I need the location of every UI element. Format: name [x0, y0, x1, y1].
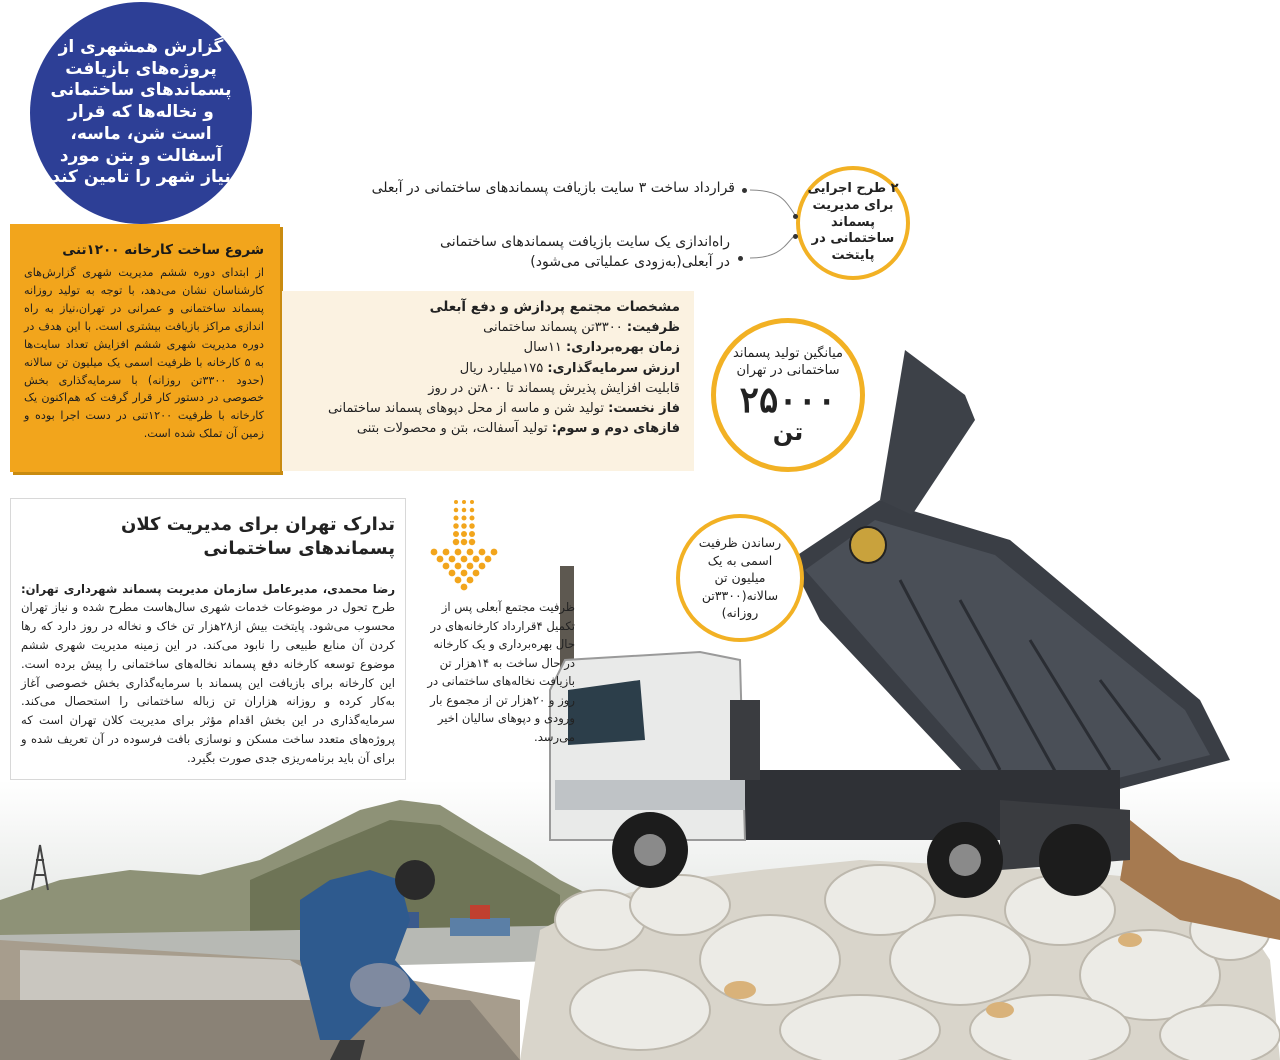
arrow-dot: [462, 516, 467, 521]
arrow-dot: [449, 570, 456, 577]
capacity-circle: [676, 514, 804, 642]
arrow-dot: [469, 523, 475, 529]
plans-connector: [740, 180, 810, 270]
article-body: [21, 580, 395, 768]
arrow-dot: [470, 500, 474, 504]
arrow-dot: [470, 516, 475, 521]
arrow-dot: [453, 531, 459, 537]
arrow-dot: [455, 577, 462, 584]
article-lead: رضا محمدی، مدیرعامل سازمان مدیریت پسماند شهرداری تهران:: [21, 581, 395, 596]
plan-item-1: قرارداد ساخت ۳ سایت بازیافت پسماندهای ساختمانی در آبعلی: [371, 180, 735, 196]
arrow-dot: [462, 500, 466, 504]
arrow-dot: [437, 556, 444, 563]
arrow-dot: [491, 549, 498, 556]
plans-title: ۲ طرح اجرایی برای مدیریت پسماند ساختمانی در پایتخت: [807, 180, 899, 264]
arrow-dot: [461, 531, 467, 537]
arrow-dot: [467, 563, 474, 570]
plan-bullet-2: [738, 256, 743, 261]
arrow-dot: [473, 570, 480, 577]
average-number: ۲۵۰۰۰: [739, 378, 837, 421]
side-note: ظرفیت مجتمع آبعلی پس از تکمیل ۴قرارداد کارخانه‌های در حال بهره‌برداری و یک کارخانه در حال ساخت به ۱۴هزار تن بازیافت نخاله‌های ساختمانی در روز و ۲۰هزار تن از مجموع بار ورودی و دپوهای سالیان اخیر می‌رسد.: [427, 600, 575, 744]
plans-circle: [796, 166, 910, 280]
average-unit: تن: [772, 417, 804, 446]
specs-title: مشخصات مجتمع پردازش و دفع آبعلی: [429, 299, 680, 315]
arrow-dot: [462, 508, 467, 513]
average-label: میانگین تولید پسماند ساختمانی در تهران: [733, 346, 843, 379]
arrow-dot: [453, 539, 460, 546]
article-title: تدارک تهران برای مدیریت کلان پسماندهای ساختمانی: [121, 514, 395, 560]
arrow-dot: [485, 556, 492, 563]
capacity-text: رساندن ظرفیت اسمی به یک میلیون تن سالانه(۳۳۰۰تن روزانه): [698, 535, 782, 621]
arrow-dot: [467, 577, 474, 584]
spec-row: قابلیت افزایش پذیرش پسماند تا ۸۰۰تن در روز: [428, 380, 680, 396]
dotted-arrow-down-icon: [428, 498, 500, 594]
arrow-dot: [461, 570, 468, 577]
factory-start-body: از ابتدای دوره ششم مدیریت شهری گزارش‌های کارشناسان نشان می‌دهد، با توجه به تولید روزانه پسماند ساختمانی و عمرانی در تهران،نیاز به راه اندازی مراکز بازیافت بیشتری است. با این هدف در دوره مدیریت شهری ششم افزایش تعداد سایت‌ها به ۵ کارخانه با ظرفیت اسمی یک میلیون تن سالانه (حدود ۳۳۰۰تن روزانه) با سرمایه‌گذاری بخش خصوصی در دستور کار قرار گرفت که هم‌اکنون یک کارخانه با ظرفیت ۱۲۰۰تنی در دست اجرا بوده و زمین آن تملک شده است.: [24, 266, 264, 441]
spec-row: ارزش سرمایه‌گذاری: ۱۷۵میلیارد ریال: [459, 360, 680, 376]
arrow-dot: [473, 556, 480, 563]
intro-headline: گزارش همشهری از پروژه‌های بازیافت پسماندهای ساختمانی و نخاله‌ها که قرار است شن، ماسه، آسفالت و بتن مورد نیاز شهر را تامین کند: [50, 36, 232, 188]
spec-row: زمان بهره‌برداری: ۱۱سال: [523, 340, 680, 356]
arrow-dot: [479, 549, 486, 556]
arrow-dot: [455, 563, 462, 570]
arrow-dot: [469, 539, 476, 546]
arrow-dot: [461, 556, 468, 563]
plan-item-2: راه‌اندازی یک سایت بازیافت پسماندهای ساختمانی: [440, 234, 730, 250]
intro-headline-circle: [30, 2, 252, 224]
arrow-dot: [470, 508, 475, 513]
arrow-dot: [443, 549, 450, 556]
arrow-dot: [467, 549, 474, 556]
arrow-dot: [431, 549, 438, 556]
arrow-dot: [461, 523, 467, 529]
arrow-dot: [469, 531, 475, 537]
arrow-dot: [455, 549, 462, 556]
arrow-dot: [461, 539, 468, 546]
arrow-dot: [461, 584, 468, 591]
arrow-dot: [449, 556, 456, 563]
tehran-article: [10, 498, 406, 780]
plans-circle-dot-2: [793, 234, 798, 239]
spec-row: فاز نخست: تولید شن و ماسه از محل دپوهای پسماند ساختمانی: [327, 401, 680, 417]
article-text: طرح تحول در موضوعات خدمات شهری سال‌هاست مطرح شده و نیاز تهران محسوب می‌شود. پایتخت بیش از۲۸هزار تن خاک و نخاله در روز دارد که رها کردن آن منابع طبیعی را نابود می‌کند. در این زمینه مدیریت شهری ششم موضوع توسعه کارخانه دفع پسماند نخاله‌های ساختمانی را پیش برده است. این کارخانه برای بازیافت این پسماند با سرمایه‌گذاری بخش خصوصی آغاز به‌کار کرده و روزانه هزاران تن زباله ساختمانی را استحصال می‌کند. سرمایه‌گذاری در این بخش اقدام مؤثر برای مدیریت کلان تهران است که پروژه‌های متعدد ساخت مسکن و نوسازی بافت فرسوده در آن تعریف شده و برای آن باید برنامه‌ریزی جدی صورت بگیرد.: [21, 600, 395, 765]
complex-specs-box: [282, 291, 694, 471]
arrow-dot: [443, 563, 450, 570]
spec-row: ظرفیت: ۳۳۰۰تن پسماند ساختمانی: [483, 320, 680, 335]
arrow-dot: [454, 508, 459, 513]
factory-start-box: [10, 224, 280, 472]
arrow-dot: [454, 500, 458, 504]
plan-bullet-1: [742, 188, 747, 193]
arrow-dot: [479, 563, 486, 570]
plans-circle-dot-1: [793, 214, 798, 219]
arrow-dot: [453, 523, 459, 529]
spec-row: فازهای دوم و سوم: تولید آسفالت، بتن و محصولات بتنی: [356, 421, 680, 437]
plan-item-2-cont: در آبعلی(به‌زودی عملیاتی می‌شود): [530, 254, 730, 270]
factory-start-title: شروع ساخت کارخانه ۱۲۰۰تنی: [62, 242, 264, 258]
arrow-dot: [454, 516, 459, 521]
average-production-circle: [711, 318, 865, 472]
